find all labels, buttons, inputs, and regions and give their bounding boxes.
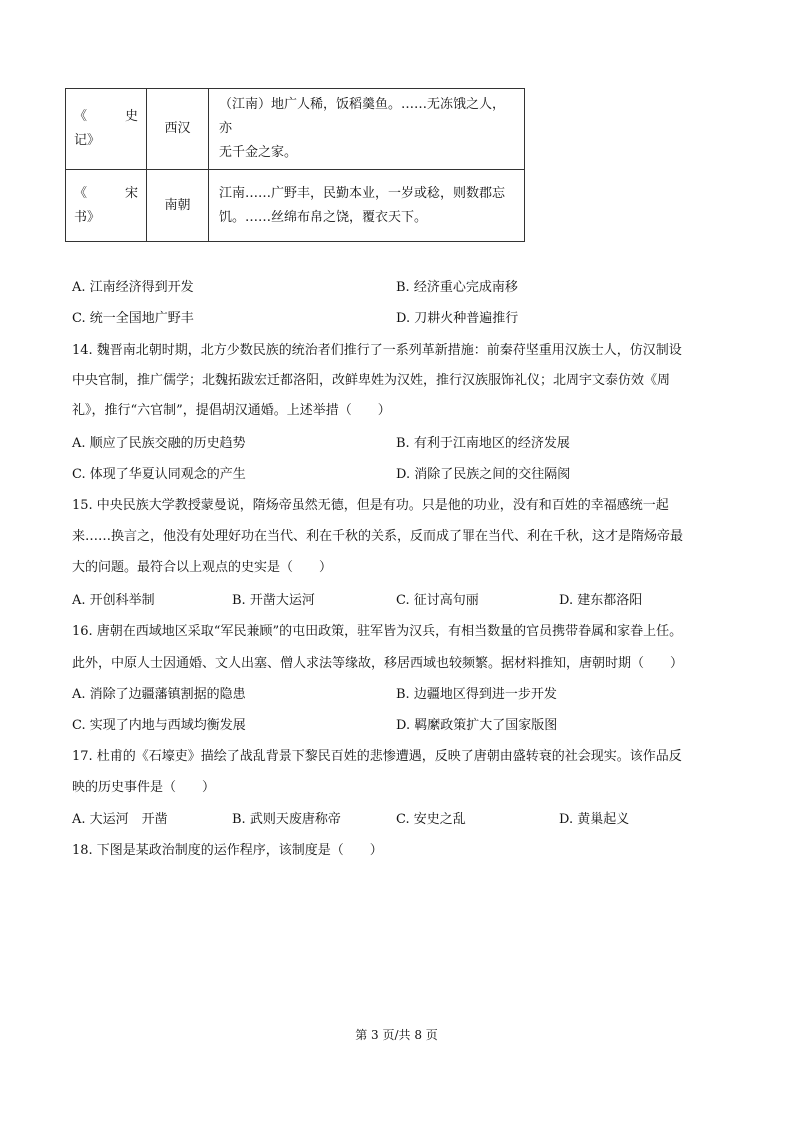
q15-stem-line: 大的问题。最符合以上观点的史实是（ ） (72, 560, 333, 575)
q16-option-c: C. 实现了内地与西域均衡发展 (72, 718, 246, 733)
q17-stem-line: 映的历史事件是（ ） (72, 780, 216, 795)
q14-option-b: B. 有利于江南地区的经济发展 (396, 436, 570, 451)
q15-option-b: B. 开凿大运河 (232, 593, 315, 608)
quote-line: 饥。……丝绵布帛之饶，覆衣天下。 (219, 209, 428, 225)
book-end: 记》 (74, 133, 101, 148)
q17-option-b: B. 武则天废唐称帝 (232, 812, 341, 827)
q17-option-a: A. 大运河 开凿 (72, 812, 168, 827)
book-char: 宋 (124, 185, 138, 201)
q15-option-a: A. 开创科举制 (72, 593, 155, 608)
q14-option-d: D. 消除了民族之间的交往隔阂 (396, 467, 571, 482)
q18-stem-line: 18. 下图是某政治制度的运作程序，该制度是（ ） (72, 843, 383, 858)
book-open: 《 (74, 109, 88, 124)
q16-option-a: A. 消除了边疆藩镇割据的隐患 (72, 687, 246, 702)
q13-option-a: A. 江南经济得到开发 (72, 280, 194, 295)
q16-option-b: B. 边疆地区得到进一步开发 (396, 687, 557, 702)
book-char: 史 (124, 109, 138, 124)
q15-option-d: D. 建东都洛阳 (559, 593, 643, 608)
quote-line: 无千金之家。 (219, 145, 298, 160)
q17-option-c: C. 安史之乱 (396, 812, 466, 827)
q16-option-d: D. 羁縻政策扩大了国家版图 (396, 718, 558, 733)
source-table (65, 88, 525, 242)
quote-cell (209, 89, 525, 170)
quote-cell (209, 170, 525, 242)
q14-stem-line: 中央官制，推广儒学；北魏拓跋宏迁都洛阳，改鲜卑姓为汉姓，推行汉族服饰礼仪；北周宇文泰仿效《周 (72, 373, 671, 388)
table-row (66, 89, 525, 170)
q17-option-d: D. 黄巢起义 (559, 812, 630, 827)
book-cell (66, 170, 147, 242)
table-row (66, 170, 525, 242)
q16-stem-line: 此外，中原人士因通婚、文人出塞、僧人求法等缘故，移居西域也较频繁。据材料推知，唐朝时期（ ） (72, 656, 684, 671)
page-footer: 第 3 页/共 8 页 (355, 1028, 438, 1042)
book-end: 书》 (74, 209, 101, 225)
q17-stem-line: 17. 杜甫的《石壕吏》描绘了战乱背景下黎民百姓的悲惨遭遇，反映了唐朝由盛转衰的社会现实。该作品反 (72, 749, 682, 764)
q15-option-c: C. 征讨高句丽 (396, 593, 479, 608)
q13-option-b: B. 经济重心完成南移 (396, 280, 518, 295)
era-cell: 南朝 (147, 170, 209, 242)
q14-option-a: A. 顺应了民族交融的历史趋势 (72, 436, 246, 451)
q14-stem-line: 礼》，推行“六官制”，提倡胡汉通婚。上述举措（ ） (72, 403, 391, 418)
q14-option-c: C. 体现了华夏认同观念的产生 (72, 467, 246, 482)
q15-stem-line: 15. 中央民族大学教授蒙曼说，隋炀帝虽然无德，但是有功。只是他的功业，没有和百姓的幸福感统一起 (72, 498, 669, 513)
book-cell (66, 89, 147, 170)
q13-option-d: D. 刀耕火种普遍推行 (396, 311, 519, 326)
quote-line: （江南）地广人稀，饭稻羹鱼。……无冻饿之人，亦 (219, 97, 506, 136)
era-cell: 西汉 (147, 89, 209, 170)
q16-stem-line: 16. 唐朝在西域地区采取“军民兼顾”的屯田政策，驻军皆为汉兵，有相当数量的官员携带眷属和家眷上任。 (72, 624, 683, 639)
quote-line: 江南……广野丰，民勤本业，一岁或稔，则数郡忘 (219, 185, 506, 201)
q13-option-c: C. 统一全国地广野丰 (72, 311, 194, 326)
book-open: 《 (74, 185, 88, 201)
q15-stem-line: 来……换言之，他没有处理好功在当代、利在千秋的关系，反而成了罪在当代、利在千秋，这才是隋炀帝最 (72, 529, 684, 544)
q14-stem-line: 14. 魏晋南北朝时期，北方少数民族的统治者们推行了一系列革新措施：前秦苻坚重用汉族士人，仿汉制设 (72, 343, 682, 358)
